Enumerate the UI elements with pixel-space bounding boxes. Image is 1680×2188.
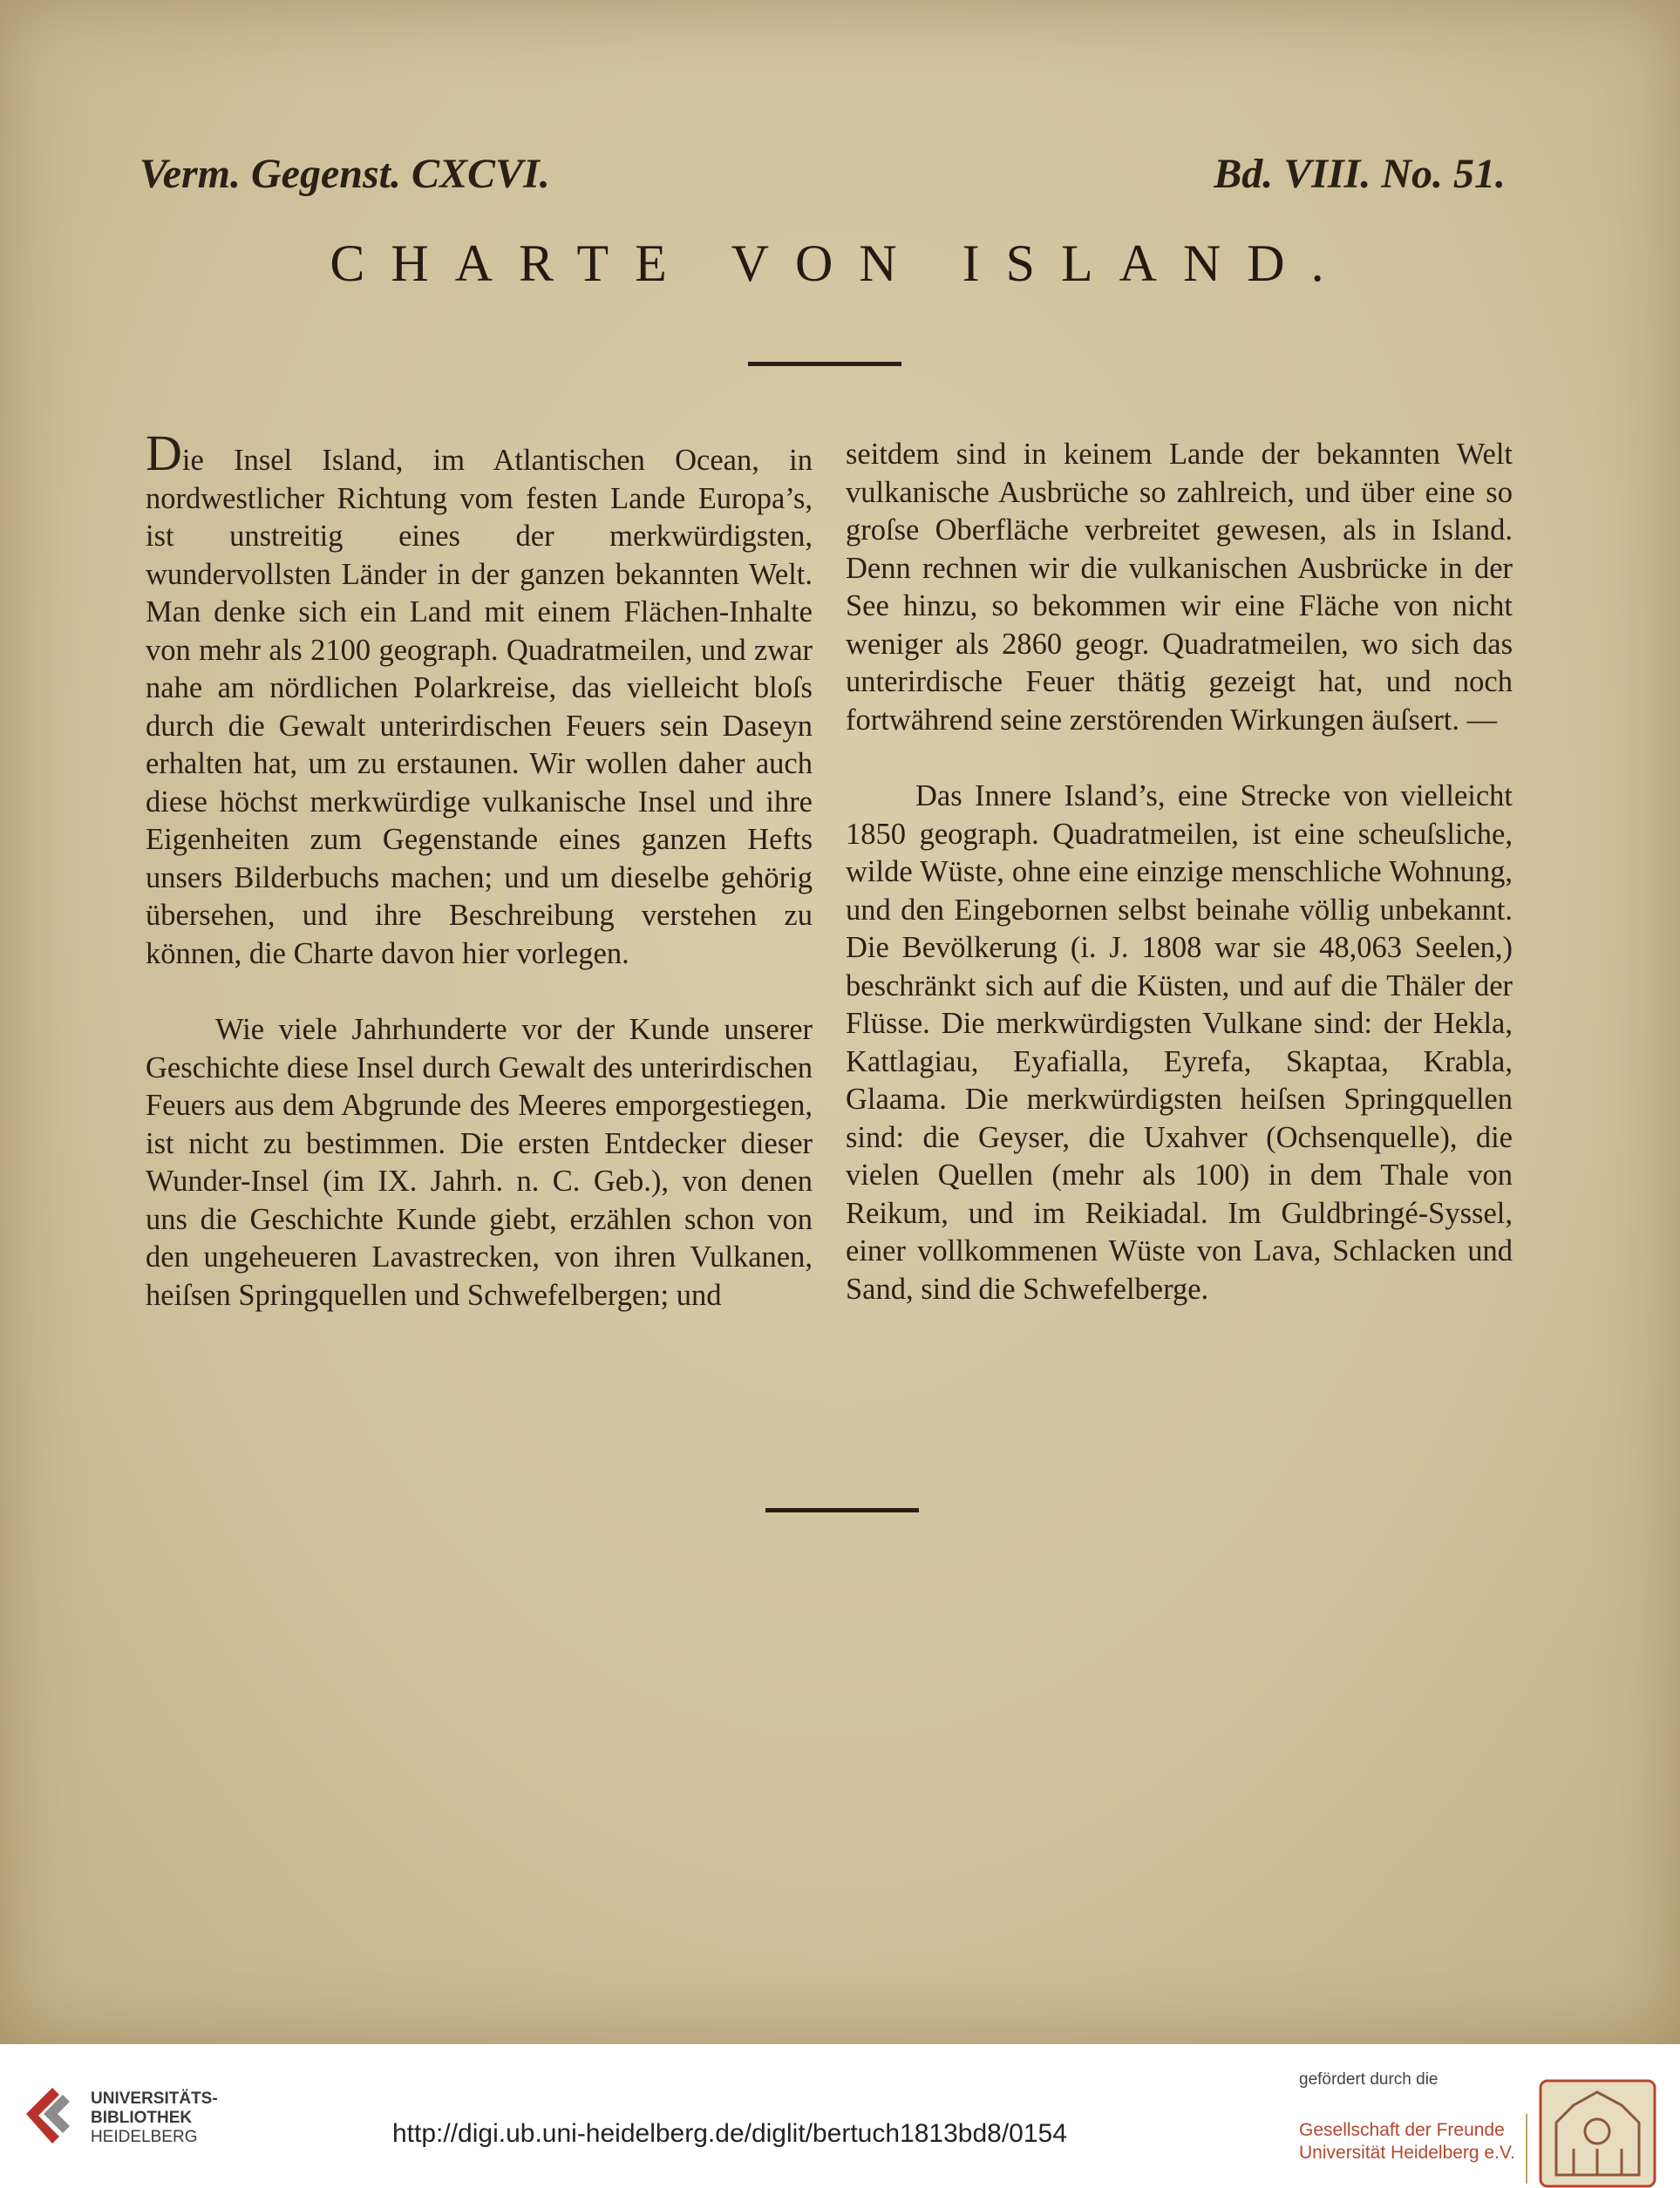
footer-divider bbox=[1526, 2114, 1527, 2184]
running-header-right: Bd. VIII. No. 51. bbox=[1214, 151, 1506, 197]
running-header-left: Verm. Gegenst. CXCVI. bbox=[139, 151, 550, 197]
paragraph: seitdem sind in keinem Lande der bekannten Welt vulkanische Ausbrüche so zahlreich, und über eine so groſse Oberfläche verbreitet gewesen, als in Island. Denn rechnen wir die vulkanischen Ausbrücke in der See hinzu, so bekommen wir eine Fläche von nicht weniger als 2860 geogr. Quadratmeilen, wo sich das unterirdische Feuer thätig gezeigt hat, und noch fortwährend seine zerstörenden Wirkungen äuſsert. — bbox=[846, 438, 1513, 737]
library-name: UNIVERSITÄTS- BIBLIOTHEK HEIDELBERG bbox=[91, 2089, 218, 2146]
title-rule bbox=[748, 362, 901, 366]
society-name: Gesellschaft der Freunde Universität Heidelberg e.V. bbox=[1299, 2120, 1515, 2163]
text-column-left bbox=[146, 425, 813, 1315]
drop-cap: D bbox=[146, 425, 182, 481]
page-title: CHARTE VON ISLAND. bbox=[330, 234, 1350, 292]
funded-by-label: gefördert durch die bbox=[1299, 2070, 1439, 2089]
permalink-url[interactable]: http://digi.ub.uni-heidelberg.de/diglit/bertuch1813bd8/0154 bbox=[392, 2119, 1067, 2148]
end-rule bbox=[765, 1508, 919, 1512]
text-column-right bbox=[846, 436, 1513, 1308]
digitization-footer bbox=[0, 2044, 1680, 2188]
paragraph-text: ie Insel Island, im Atlantischen Ocean, in nordwestlicher Richtung vom festen Lande Europa’s, ist unstreitig eines der merkwürdigsten, wundervollsten Länder in der ganzen bekannten Welt. Man denke sich ein Land mit einem Flächen-Inhalte von mehr als 2100 geograph. Quadratmeilen, und zwar nahe am nördlichen Polarkreise, das vielleicht bloſs durch die Gewalt unterirdischen Feuers sein Daseyn erhalten hat, um zu erstaunen. Wir wollen daher auch diese höchst merkwürdige vulkanische Insel und ihre Eigenheiten zum Gegenstande eines ganzen Hefts unsers Bilderbuchs machen; und um dieselbe gehörig übersehen, und ihre Beschreibung verstehen zu können, die Charte davon hier vorlegen. bbox=[146, 444, 813, 970]
library-logo-icon bbox=[17, 2079, 78, 2151]
paragraph: Wie viele Jahrhunderte vor der Kunde unserer Geschichte diese Insel durch Gewalt des unterirdischen Feuers aus dem Abgrunde des Meeres emporgestiegen, ist nicht zu bestimmen. Die ersten Entdecker dieser Wunder-Insel (im IX. Jahrh. n. C. Geb.), von denen uns die Geschichte Kunde giebt, erzählen schon von den ungeheueren Lavastrecken, von ihren Vulkanen, heiſsen Springquellen und Schwefelbergen; und bbox=[146, 1013, 813, 1312]
society-seal-icon bbox=[1539, 2079, 1656, 2188]
paragraph bbox=[146, 425, 813, 973]
paragraph: Das Innere Island’s, eine Strecke von vielleicht 1850 geograph. Quadratmeilen, ist eine scheuſsliche, wilde Wüste, ohne eine einzige menschliche Wohnung, und den Eingebornen selbst beinahe völlig unbekannt. Die Bevölkerung (i. J. 1808 war sie 48,063 Seelen,) beschränkt sich auf die Küsten, und auf die Thäler der Flüsse. Die merkwürdigsten Vulkane sind: der Hekla, Kattlagiau, Eyafialla, Eyrefa, Skaptaa, Krabla, Glaama. Die merkwürdigsten heiſsen Springquellen sind: die Geyser, die Uxahver (Ochsenquelle), die vielen Quellen (mehr als 100) in dem Thale von Reikum, und im Reikiadal. Im Guldbringé-Syssel, einer vollkommenen Wüste von Lava, Schlacken und Sand, sind die Schwefelberge. bbox=[846, 779, 1513, 1306]
